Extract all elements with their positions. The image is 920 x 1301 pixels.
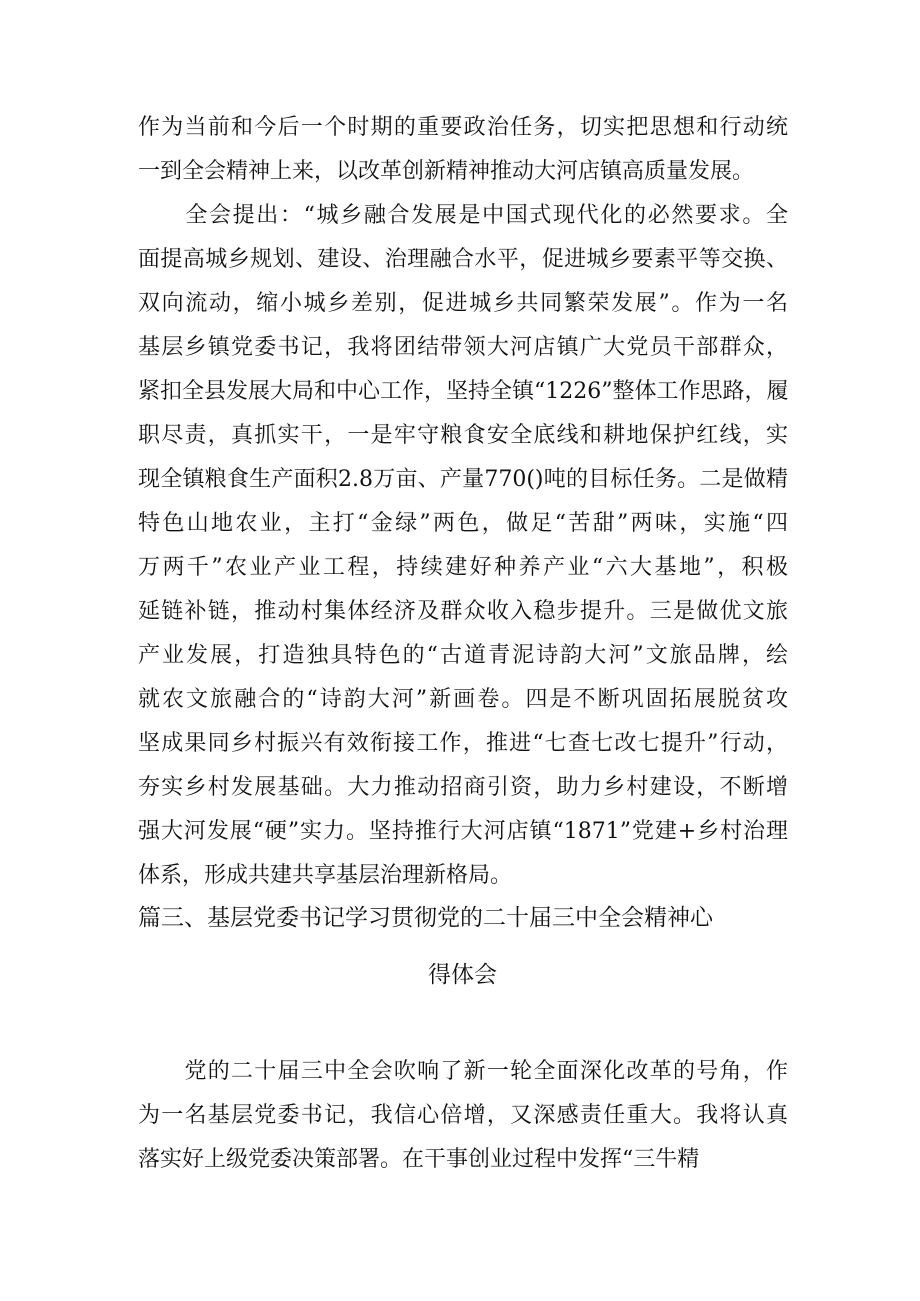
paragraph-line: 特色山地农业，主打“金绿”两色，做足“苦甜”两味，实施“四 xyxy=(138,511,788,536)
paragraph-line: 一到全会精神上来，以改革创新精神推动大河店镇高质量发展。 xyxy=(138,159,755,184)
paragraph-line: 落实好上级党委决策部署。在干事创业过程中发挥“三牛精 xyxy=(138,1147,700,1172)
paragraph-line: 夯实乡村发展基础。大力推动招商引资，助力乡村建设，不断增 xyxy=(138,775,788,800)
paragraph-line: 基层乡镇党委书记，我将团结带领大河店镇广大党员干部群众， xyxy=(138,335,788,360)
paragraph-line: 党的二十届三中全会吹响了新一轮全面深化改革的号角，作 xyxy=(138,1059,788,1084)
section-title: 篇三、基层党委书记学习贯彻党的二十届三中全会精神心 xyxy=(138,905,713,931)
paragraph-line: 全会提出：“城乡融合发展是中国式现代化的必然要求。全 xyxy=(138,203,788,228)
paragraph-line: 双向流动，缩小城乡差别，促进城乡共同繁荣发展”。作为一名 xyxy=(138,291,788,316)
paragraph-line: 万两千”农业产业工程，持续建好种养产业“六大基地”，积极 xyxy=(138,555,788,580)
section-title-continued: 得体会 xyxy=(428,962,497,988)
paragraph-line: 为一名基层党委书记，我信心倍增，又深感责任重大。我将认真 xyxy=(138,1103,788,1128)
paragraph-line: 紧扣全县发展大局和中心工作，坚持全镇“1226”整体工作思路，履 xyxy=(138,379,788,404)
paragraph-line: 面提高城乡规划、建设、治理融合水平，促进城乡要素平等交换、 xyxy=(138,247,788,272)
paragraph-line: 产业发展，打造独具特色的“古道青泥诗韵大河”文旅品牌，绘 xyxy=(138,643,788,668)
paragraph-line: 职尽责，真抓实干，一是牢守粮食安全底线和耕地保护红线，实 xyxy=(138,423,788,448)
paragraph-line: 延链补链，推动村集体经济及群众收入稳步提升。三是做优文旅 xyxy=(138,599,788,624)
paragraph-line: 就农文旅融合的“诗韵大河”新画卷。四是不断巩固拓展脱贫攻 xyxy=(138,687,788,712)
paragraph-line: 坚成果同乡村振兴有效衔接工作，推进“七查七改七提升”行动， xyxy=(138,731,788,756)
paragraph-line: 强大河发展“硬”实力。坚持推行大河店镇“1871”党建+乡村治理 xyxy=(138,819,788,844)
paragraph-line: 现全镇粮食生产面积2.8万亩、产量770()吨的目标任务。二是做精 xyxy=(138,467,788,492)
paragraph-line: 体系，形成共建共享基层治理新格局。 xyxy=(138,863,513,888)
paragraph-line: 作为当前和今后一个时期的重要政治任务，切实把思想和行动统 xyxy=(138,115,788,140)
